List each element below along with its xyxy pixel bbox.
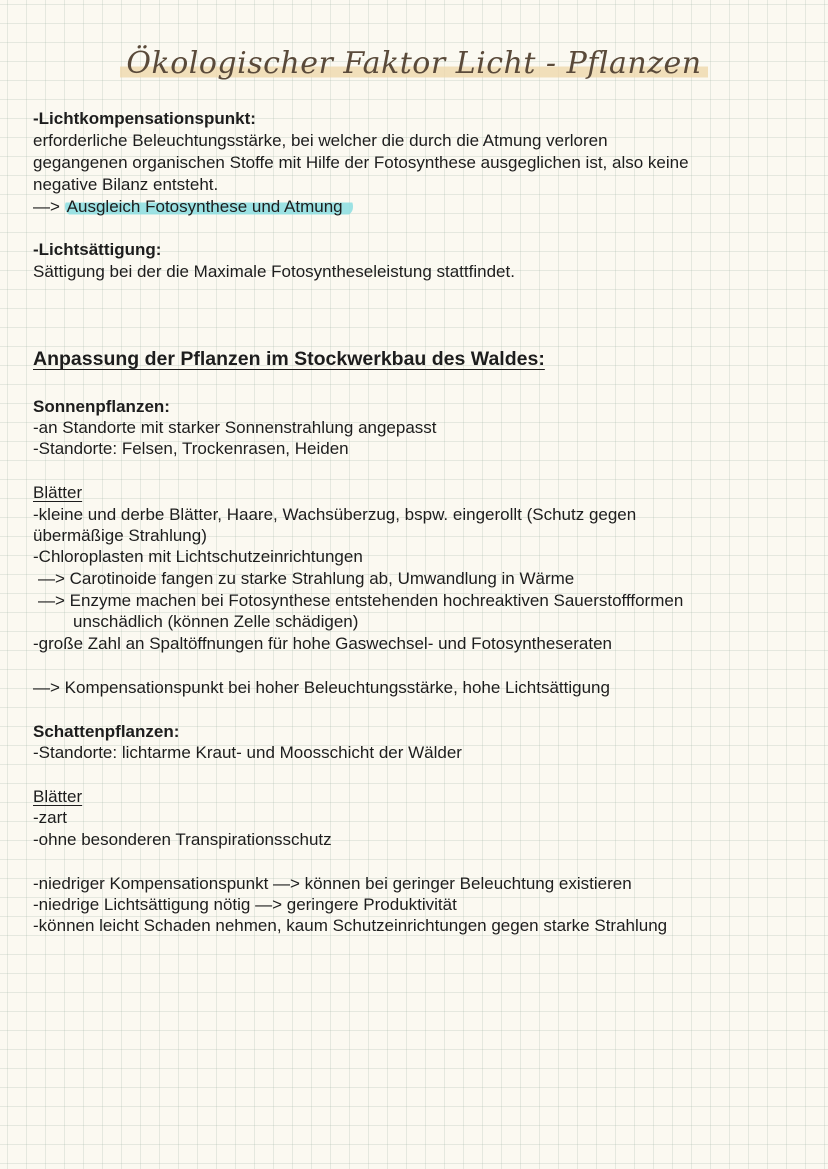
heading-schattenpflanzen: Schattenpflanzen: [33,722,180,741]
subheading-blaetter: Blätter [33,483,83,502]
highlighted-text: Ausgleich Fotosynthese und Atmung [65,197,353,216]
text-line: übermäßige Strahlung) [33,526,207,545]
arrow-line: —> Enzyme machen bei Fotosynthese entstehenden hochreaktiven Sauerstoffformen [38,591,684,610]
text-line: unschädlich (können Zelle schädigen) [73,612,359,631]
arrow-line [33,196,353,217]
text-line: -an Standorte mit starker Sonnenstrahlung angepasst [33,418,437,437]
text-line: -können leicht Schaden nehmen, kaum Schutzeinrichtungen gegen starke Strahlung [33,916,668,935]
heading-sonnenpflanzen: Sonnenpflanzen: [33,397,170,416]
text-line: -Standorte: Felsen, Trockenrasen, Heiden [33,439,349,458]
page-title [0,46,828,81]
text-line: -kleine und derbe Blätter, Haare, Wachsüberzug, bspw. eingerollt (Schutz gegen [33,505,637,524]
text-line: -Chloroplasten mit Lichtschutzeinrichtungen [33,547,363,566]
text-line: Sättigung bei der die Maximale Fotosyntheseleistung stattfindet. [33,262,515,281]
text-line: erforderliche Beleuchtungsstärke, bei welcher die durch die Atmung verloren [33,131,608,150]
arrow-symbol: —> [33,197,60,216]
text-line: -Standorte: lichtarme Kraut- und Moosschicht der Wälder [33,743,462,762]
arrow-line: —> Carotinoide fangen zu starke Strahlung ab, Umwandlung in Wärme [38,569,575,588]
heading-lichtsaettigung: -Lichtsättigung: [33,240,162,259]
heading-lichtkompensationspunkt: -Lichtkompensationspunkt: [33,109,256,128]
text-line: negative Bilanz entsteht. [33,175,219,194]
text-line: gegangenen organischen Stoffe mit Hilfe der Fotosynthese ausgeglichen ist, also keine [33,153,689,172]
conclusion-line: —> Kompensationspunkt bei hoher Beleuchtungsstärke, hohe Lichtsättigung [33,678,610,697]
subheading-blaetter: Blätter [33,787,83,806]
text-line: -ohne besonderen Transpirationsschutz [33,830,332,849]
text-line: -niedrige Lichtsättigung nötig —> geringere Produktivität [33,895,457,914]
text-line: -niedriger Kompensationspunkt —> können bei geringer Beleuchtung existieren [33,874,632,893]
section-heading-anpassung: Anpassung der Pflanzen im Stockwerkbau des Waldes: [33,348,545,370]
text-line: -zart [33,808,67,827]
text-line: -große Zahl an Spaltöffnungen für hohe Gaswechsel- und Fotosyntheseraten [33,634,612,653]
title-text: Ökologischer Faktor Licht - Pflanzen [120,46,707,81]
